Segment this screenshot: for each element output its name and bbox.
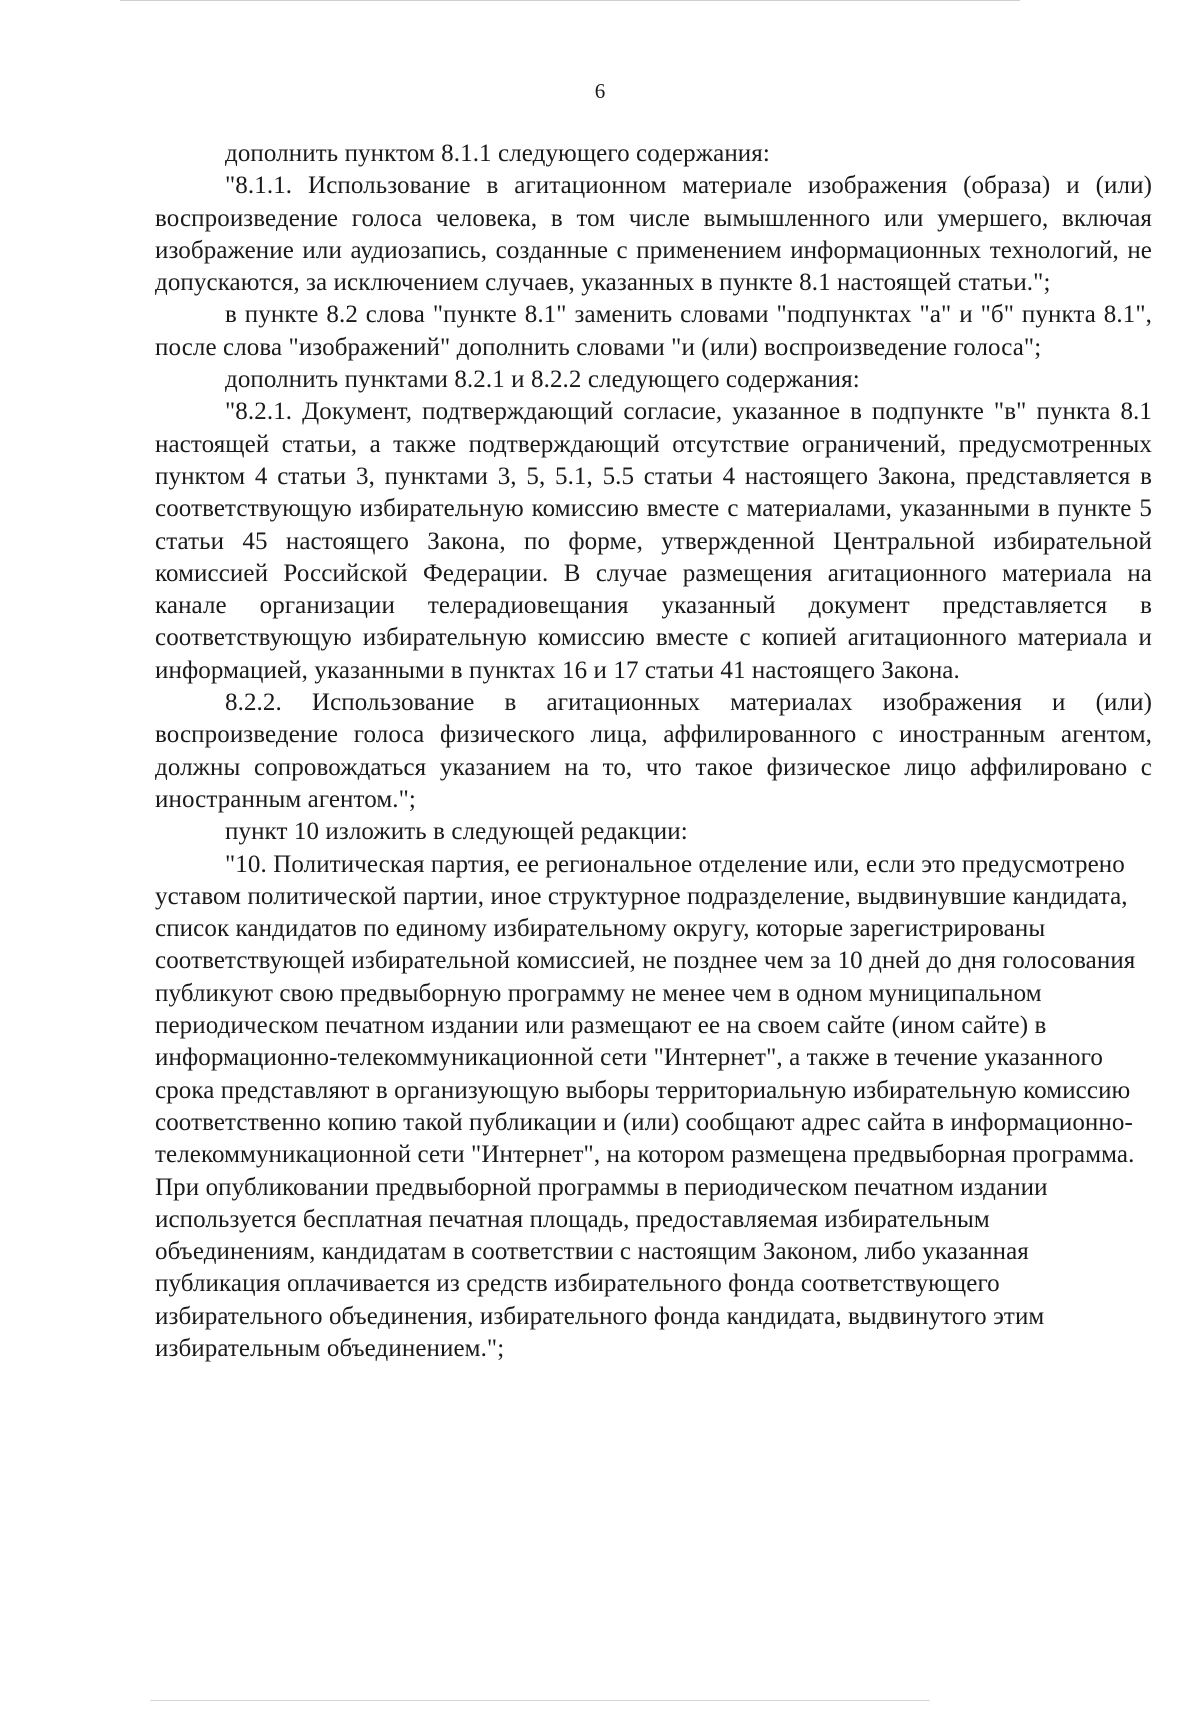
paragraph-8-1-1: "8.1.1. Использование в агитационном материале изображения (образа) и (или) воспроизведение голоса человека, в том числе вымышленного или умершего, включая изображение или аудиозапись, созданные с применением информационных технологий, не допускаются, за исключением случаев, указанных в пункте 8.1 настоящей статьи."; bbox=[155, 172, 1152, 297]
paragraph-amend-10: пункт 10 изложить в следующей редакции: bbox=[225, 818, 688, 846]
scan-edge-line-bottom bbox=[150, 1700, 930, 1701]
paragraph-add-8-1-1: дополнить пунктом 8.1.1 следующего содержания: bbox=[225, 140, 770, 167]
paragraph-10: "10. Политическая партия, ее региональное отделение или, если это предусмотрено уставом политической партии, иное структурное подразделение, выдвинувшие кандидата, список кандидатов по единому избирательному округу, которые зарегистрированы соответствующей избирательной комиссией, не позднее чем за 10 дней до дня голосования публикуют свою предвыборную программу не менее чем в одном муниципальном периодическом печатном издании или размещают ее на своем сайте (ином сайте) в информационно-телекоммуникационной сети "Интернет", а также в течение указанного срока представляют в организующую выборы территориальную избирательную комиссию соответственно копию такой публикации и (или) сообщают адрес сайта в информационно-телекоммуникационной сети "Интернет", на котором размещена предвыборная программа. При опубликовании предвыборной программы в периодическом печатном издании используется бесплатная печатная площадь, предоставляемая избирательным объединениям, кандидатам в соответствии с настоящим Законом, либо указанная публикация оплачивается из средств избирательного фонда соответствующего избирательного объединения, избирательного фонда кандидата, выдвинутого этим избирательным объединением."; bbox=[155, 850, 1136, 1362]
paragraph-amend-8-2: в пункте 8.2 слова "пункте 8.1" заменить словами "подпунктах "а" и "б" пункта 8.1", после слова "изображений" дополнить словами "и (или) воспроизведение голоса"; bbox=[155, 301, 1152, 361]
paragraph-8-2-2: 8.2.2. Использование в агитационных материалах изображения и (или) воспроизведение голоса физического лица, аффилированного с иностранным агентом, должны сопровождаться указанием на то, что такое физическое лицо аффилировано с иностранным агентом."; bbox=[155, 689, 1152, 813]
paragraph-8-2-1: "8.2.1. Документ, подтверждающий согласие, указанное в подпункте "в" пункта 8.1 настоящей статьи, а также подтверждающий отсутствие ограничений, предусмотренных пунктом 4 статьи 3, пунктами 3, 5, 5.1, 5.5 статьи 4 настоящего Закона, представляется в соответствующую избирательную комиссию вместе с материалами, указанными в пункте 5 статьи 45 настоящего Закона, по форме, утвержденной Центральной избирательной комиссией Российской Федерации. В случае размещения агитационного материала на канале организации телерадиовещания указанный документ представляется в соответствующую избирательную комиссию вместе с копией агитационного материала и информацией, указанными в пунктах 16 и 17 статьи 41 настоящего Закона. bbox=[155, 398, 1152, 684]
scan-edge-line-top bbox=[120, 0, 1020, 1]
document-body bbox=[155, 138, 1152, 1365]
page-number: 6 bbox=[594, 79, 606, 103]
paragraph-add-8-2-1-8-2-2: дополнить пунктами 8.2.1 и 8.2.2 следующего содержания: bbox=[225, 366, 860, 394]
